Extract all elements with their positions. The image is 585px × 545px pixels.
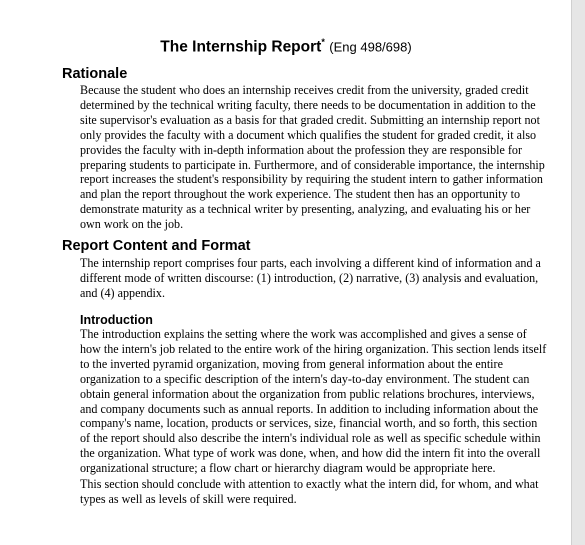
text-line: company's name, location, products or services, size, financial worth, and so forth, this section [80, 416, 538, 431]
content-format-paragraph [80, 256, 541, 301]
text-line: own work on the job. [80, 217, 184, 232]
text-line: demonstrate maturity as a technical writer by presenting, analyzing, and evaluating his or her [80, 202, 531, 217]
text-line: preparing students to participate in. Furthermore, and of considerable importance, the internship [80, 157, 545, 172]
text-line: and plan the report throughout the work experience. The student then has an opportunity to [80, 187, 521, 202]
text-line: The introduction explains the setting where the work was accomplished and gives a sense of [80, 327, 527, 341]
rationale-paragraph [80, 83, 545, 232]
text-line: to the inverted pyramid organization, moving from general information about the entire [80, 356, 503, 371]
title-footnote-mark: * [321, 37, 325, 47]
text-line: how the intern's job related to the entire work of the hiring organization. This section lends itself [80, 341, 547, 356]
rationale-heading: Rationale [62, 66, 128, 82]
text-line: Because the student who does an internship receives credit from the university, graded credit [80, 83, 529, 97]
text-line: of the report should also describe the intern's individual role as well as specific schedule within [80, 431, 541, 446]
text-line: and company documents such as annual reports. In addition to including information about the [80, 401, 539, 416]
text-line: and (4) appendix. [80, 285, 165, 300]
page-edge [572, 0, 585, 545]
text-line: determined by the technical writing faculty, there needs to be documentation in addition to the [80, 97, 536, 112]
course-code: (Eng 498/698) [329, 39, 412, 55]
text-line: The internship report comprises four parts, each involving a different kind of information and a [80, 256, 541, 270]
text-line: obtain general information about the organization from public relations brochures, interviews, [80, 386, 535, 401]
content-format-heading: Report Content and Format [62, 238, 251, 254]
introduction-paragraph [80, 327, 546, 476]
text-line: different mode of written discourse: (1) introduction, (2) narrative, (3) analysis and evaluation, [80, 270, 539, 285]
text-line: report increases the student's responsibility by requiring the student intern to gather information [80, 172, 543, 187]
text-line: This section should conclude with attention to exactly what the intern did, for whom, and what [80, 477, 539, 491]
text-line: types as well as levels of skill were required. [80, 491, 297, 506]
text-line: the organization. What type of work was done, when, and how did the intern fit into the overall [80, 446, 541, 461]
title-text: The Internship Report [160, 38, 322, 56]
document-title [0, 37, 572, 56]
text-line: provides the faculty with in-depth information about the profession they are responsible for [80, 142, 522, 157]
text-line: only provides the faculty with a document which qualifies the student for graded credit, it also [80, 127, 537, 142]
text-line: site supervisor's evaluation as a basis for that graded credit. Submitting an internship report not [80, 112, 540, 127]
text-line: organizational structure; a flow chart or hierarchy diagram would be appropriate here. [80, 461, 496, 476]
introduction-conclusion-paragraph [80, 477, 538, 507]
introduction-heading: Introduction [80, 313, 153, 327]
text-line: organization to a specific description of the intern's day-to-day environment. The student can [80, 371, 530, 386]
